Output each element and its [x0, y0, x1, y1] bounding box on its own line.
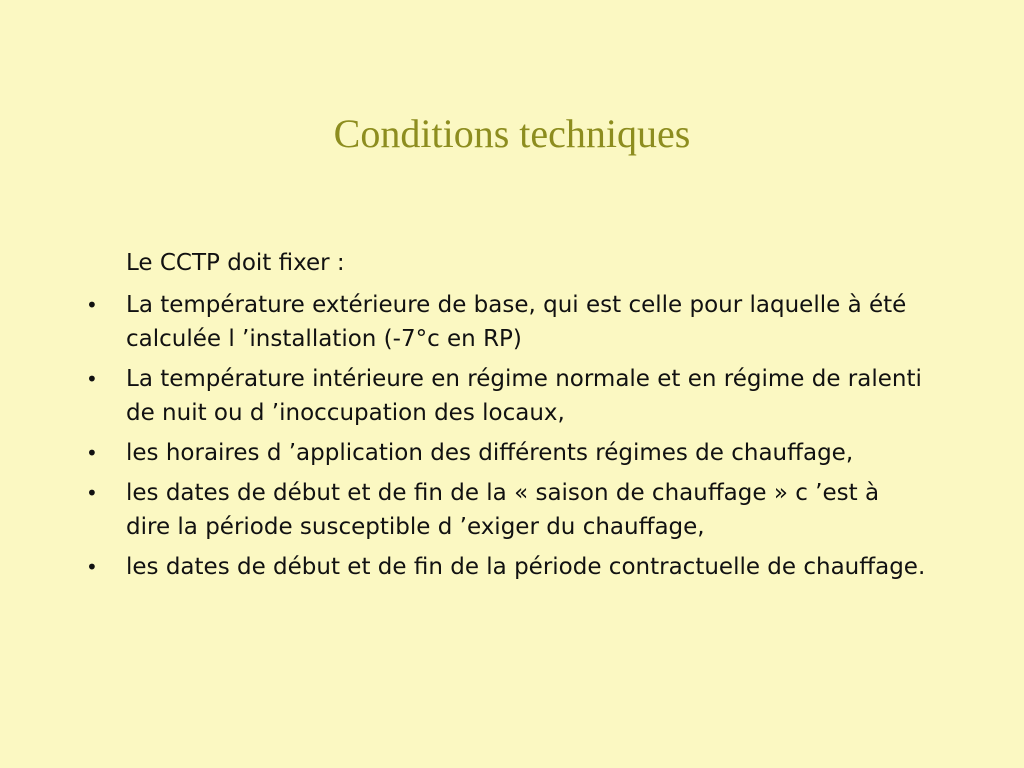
bullet-icon: •	[86, 441, 98, 465]
bullet-item-4	[86, 476, 926, 544]
bullet-text: les dates de début et de fin de la période contractuelle de chauffage.	[126, 554, 926, 580]
bullet-text: La température intérieure en régime normale et en régime de ralenti de nuit ou d ’inoccupation des locaux,	[126, 366, 922, 426]
bullet-item-5	[86, 550, 926, 584]
bullet-text: La température extérieure de base, qui est celle pour laquelle à été calculée l ’installation (-7°c en RP)	[126, 292, 907, 352]
intro-text: Le CCTP doit fixer :	[126, 250, 345, 276]
bullet-item-3	[86, 436, 926, 470]
bullet-text: les dates de début et de fin de la « saison de chauffage » c ’est à dire la période susceptible d ’exiger du chauffage,	[126, 480, 880, 540]
bullet-list	[86, 288, 926, 590]
bullet-item-2	[86, 362, 926, 430]
bullet-icon: •	[86, 367, 98, 391]
slide-title: Conditions techniques	[333, 111, 691, 156]
bullet-icon: •	[86, 481, 98, 505]
bullet-icon: •	[86, 293, 98, 317]
bullet-text: les horaires d ’application des différents régimes de chauffage,	[126, 440, 854, 466]
bullet-icon: •	[86, 555, 98, 579]
bullet-item-1	[86, 288, 926, 356]
